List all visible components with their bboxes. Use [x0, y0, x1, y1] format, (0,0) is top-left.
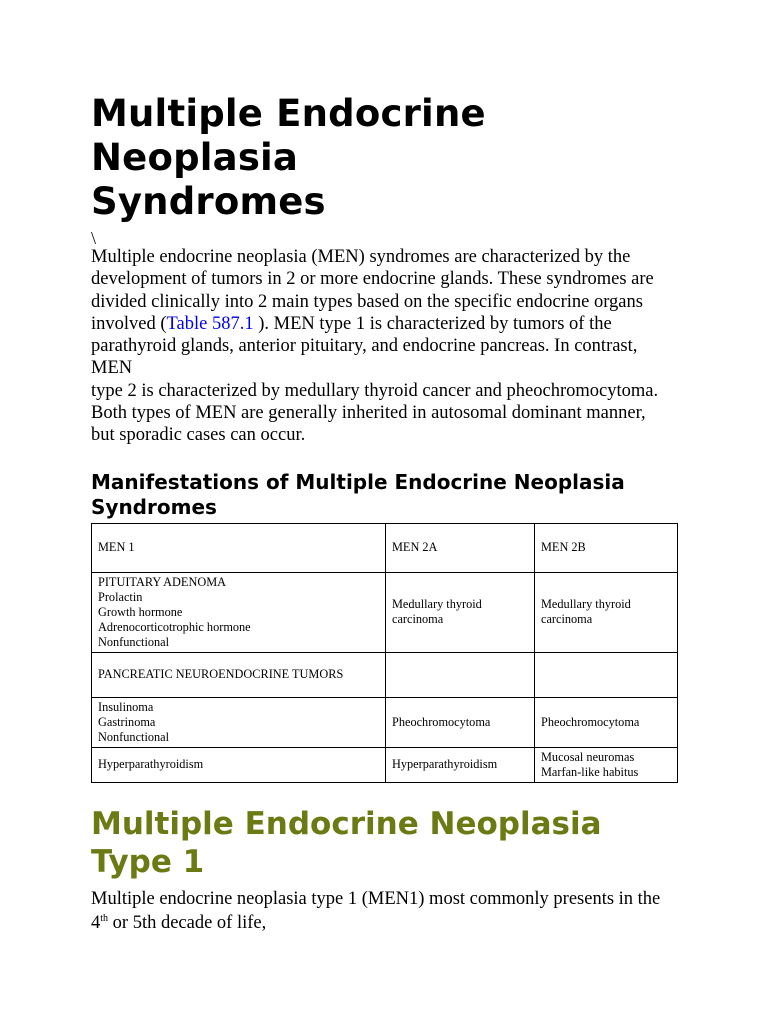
cell-line: carcinoma [541, 612, 593, 627]
header-cell: MEN 2B [535, 523, 678, 572]
table-cell [92, 652, 386, 697]
table-cell [386, 572, 535, 652]
page-title-line: Syndromes [91, 180, 326, 223]
page-title-line: Multiple Endocrine [91, 92, 486, 135]
table-cell [92, 747, 386, 782]
section-text: or 5th decade of life, [108, 912, 267, 933]
header-cell: MEN 1 [92, 523, 386, 572]
cell-line: Nonfunctional [98, 634, 170, 649]
cell-line: PITUITARY ADENOMA [98, 574, 227, 589]
cell-line: Nonfunctional [98, 729, 170, 744]
section-paragraph [91, 887, 681, 935]
cell-line: Adrenocorticotrophic hormone [98, 619, 251, 634]
stray-backslash: \ [91, 228, 97, 248]
document-page [91, 92, 681, 935]
page-title [91, 92, 681, 224]
table-header-row [92, 523, 678, 572]
cell-line: Mucosal neuromas [541, 749, 635, 764]
page-title-line: Neoplasia [91, 136, 299, 179]
intro-line-with-link [91, 313, 681, 335]
intro-line: development of tumors in 2 or more endocrine glands. These syndromes are [91, 269, 654, 290]
table-cell [535, 697, 678, 747]
intro-text: involved ( [91, 313, 167, 334]
intro-line: Multiple endocrine neoplasia (MEN) syndromes are characterized by the [91, 247, 631, 267]
cell-line: Medullary thyroid [541, 597, 631, 612]
cell-line: Hyperparathyroidism [98, 757, 204, 772]
section-paragraph-line [91, 911, 681, 935]
section-paragraph-line: Multiple endocrine neoplasia type 1 (MEN1) most commonly presents in the [91, 888, 661, 909]
ordinal-suffix: th [100, 912, 109, 924]
cell-line: Insulinoma [98, 699, 154, 714]
cell-line: Growth hormone [98, 604, 183, 619]
intro-line: but sporadic cases can occur. [91, 425, 306, 446]
table-cell [535, 572, 678, 652]
ordinal-number: 4 [91, 912, 101, 933]
table-row [92, 572, 678, 652]
cell-line: Pheochromocytoma [392, 714, 491, 729]
cell-line: Medullary thyroid [392, 597, 482, 612]
table-row [92, 652, 678, 697]
intro-line: MEN [91, 358, 133, 379]
table-title-line: Manifestations of Multiple Endocrine Neoplasia [91, 469, 625, 494]
table-cell [386, 697, 535, 747]
cell-line: Marfan-like habitus [541, 764, 639, 779]
table-row [92, 747, 678, 782]
table-cell [386, 652, 535, 697]
table-title-line: Syndromes [91, 494, 217, 519]
table-cell [92, 697, 386, 747]
cell-line: Pheochromocytoma [541, 714, 640, 729]
manifestations-table [91, 523, 678, 783]
cell-line: PANCREATIC NEUROENDOCRINE TUMORS [98, 667, 344, 682]
table-cell [386, 747, 535, 782]
section-heading-line: Multiple Endocrine Neoplasia [91, 805, 602, 842]
section-heading [91, 805, 681, 881]
table-cell [92, 572, 386, 652]
cell-line: Prolactin [98, 589, 143, 604]
cell-line: Hyperparathyroidism [392, 757, 498, 772]
section-heading-line: Type 1 [91, 843, 205, 880]
intro-line: divided clinically into 2 main types based on the specific endocrine organs [91, 291, 643, 312]
table-cell [535, 652, 678, 697]
table-row [92, 697, 678, 747]
intro-text: ). MEN type 1 is characterized by tumors of the [253, 313, 612, 334]
cell-line: Gastrinoma [98, 714, 156, 729]
intro-paragraph [91, 246, 681, 447]
table-link[interactable]: Table 587.1 [166, 313, 254, 334]
intro-line: parathyroid glands, anterior pituitary, and endocrine pancreas. In contrast, [91, 336, 638, 357]
cell-line: carcinoma [392, 612, 444, 627]
header-cell: MEN 2A [386, 523, 535, 572]
intro-line: Both types of MEN are generally inherited in autosomal dominant manner, [91, 403, 646, 424]
table-title [91, 470, 681, 520]
table-cell [535, 747, 678, 782]
intro-line: type 2 is characterized by medullary thyroid cancer and pheochromocytoma. [91, 380, 659, 401]
